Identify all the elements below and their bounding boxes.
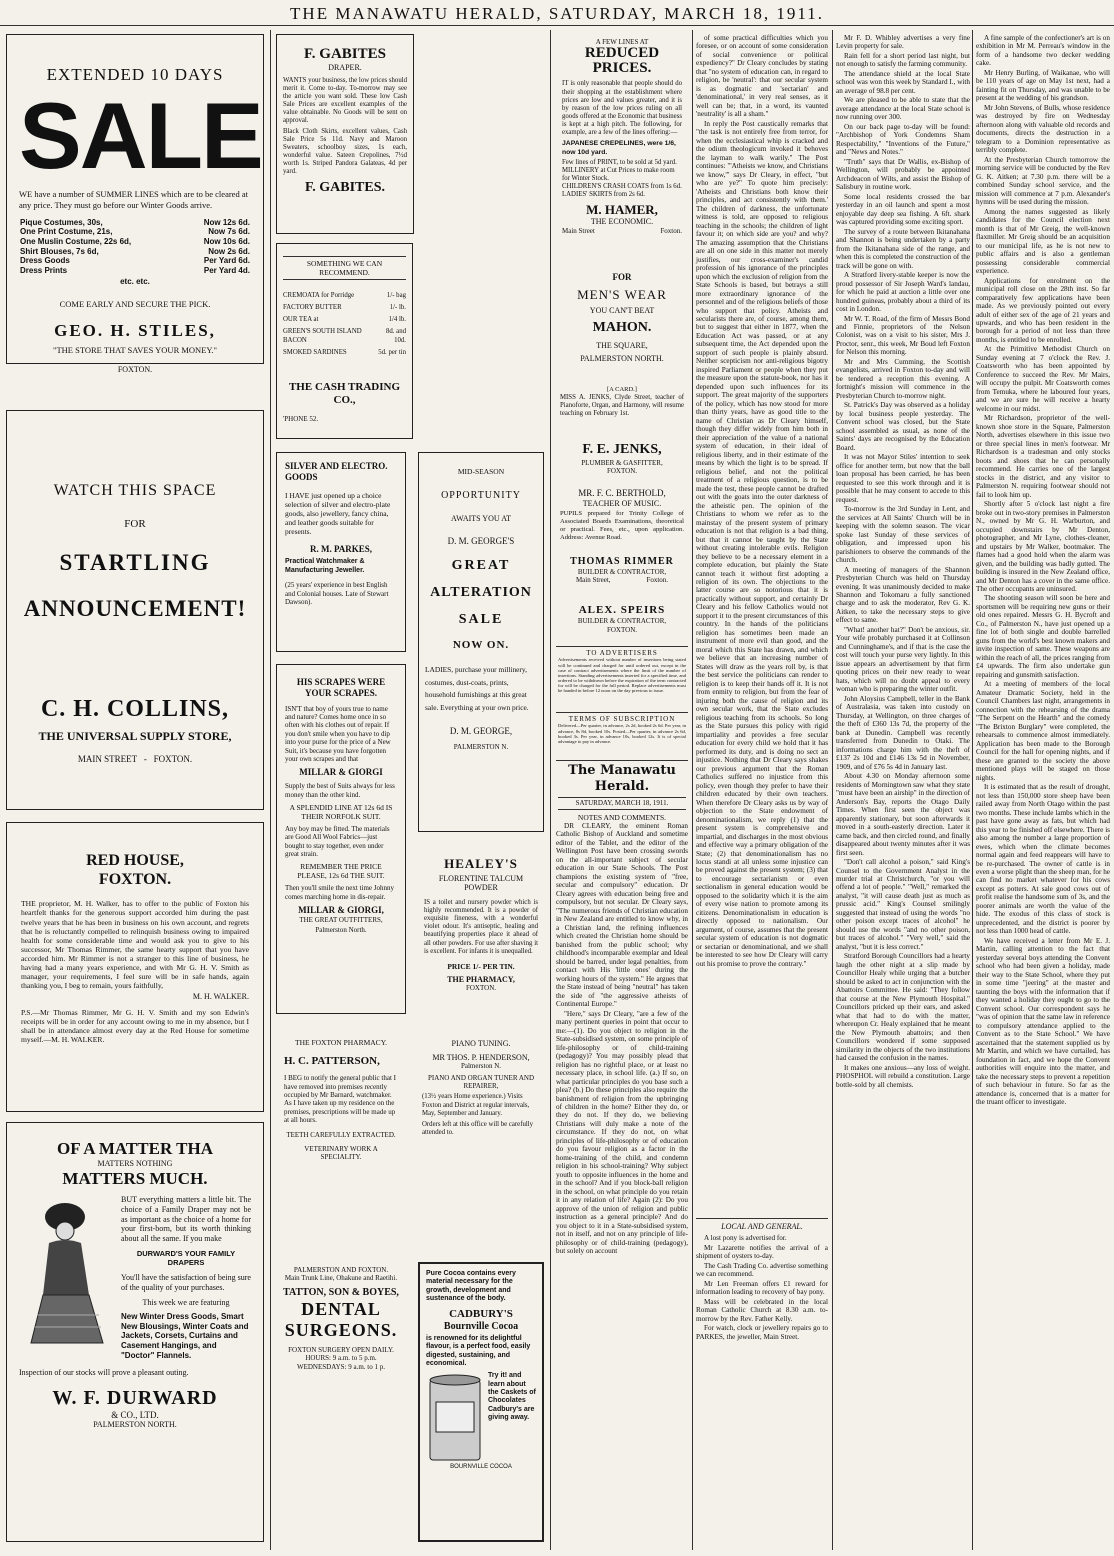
jenks-role: PLUMBER & GASFITTER, [581, 458, 663, 467]
red-house-sign: M. H. WALKER. [192, 992, 249, 1002]
mahon-name: MAHON. [592, 319, 652, 335]
local-para: Mr John Stevens, of Bulls, whose residence was destroyed by fire on Wednesday afternoon along with valuable old records and documents, directs the destruction in a telegram to a Dominion representative as terribly complete. [976, 103, 1110, 155]
durward-week: This week we are featuring [142, 1297, 230, 1307]
reduced-prints: Few lines of PRINT, to be sold at 5d yard. [562, 158, 677, 166]
cash-row [283, 302, 406, 314]
local-para: Shortly after 5 o'clock last night a fire broke out in two-story premises in Palmerston N., owned by Mr G. H. Warburton, and occupied downstairs by Mr Denton, photographer, and Mr Lyne, clothes-cleaner, and upstairs by Mr Walker, bootmaker. The flames had a good hold when the alarm was given, and the building was badly gutted. The building is insured in the New Zealand office, and Mr Denton has a cover in the same office. The other occupants are uninsured. [976, 500, 1110, 593]
george-body: LADIES, purchase your millinery, costumes, dust-coats, prints, household furnishings at this great sale. Everything at your own price. [425, 664, 529, 712]
patterson-vet: VETERINARY WORK A SPECIALITY. [304, 1144, 378, 1162]
patterson-teeth: TEETH CAREFULLY EXTRACTED. [286, 1130, 396, 1139]
speirs-town: FOXTON. [606, 625, 637, 634]
extended-days: EXTENDED 10 DAYS [46, 65, 224, 84]
reduced-skirts: LADIES' SKIRTS from 2s 6d. [562, 191, 645, 199]
durward-body2: You'll have the satisfaction of being sure of the quality of your purchases. [121, 1273, 251, 1292]
millar-supply: Supply the best of Suits always for less money than the other kind. [285, 782, 395, 799]
dental-line: Main Trunk Line, Ohakune and Raetihi. [284, 1274, 398, 1283]
dental-wed: WEDNESDAYS: 9 a.m. to 1 p. [296, 1362, 386, 1371]
price-item: One Print Costume, 21s, [20, 227, 113, 237]
cash-item: FACTORY BUTTER [283, 304, 342, 312]
berthold-body: PUPILS prepared for Trinity College of Associated Boards Examinations, theoretical or practical. Fees, etc., upon application. Address: Avenue Road. [560, 510, 684, 542]
collins-ad: WATCH THIS SPACE FOR STARTLING ANNOUNCEMENT! C. H. COLLINS, THE UNIVERSAL SUPPLY STORE, MAIN STREET - FOXTON. [6, 410, 264, 810]
healey-title: HEALEY'S [444, 856, 518, 871]
collins-store: THE UNIVERSAL SUPPLY STORE, [38, 729, 232, 744]
mahon-for: FOR [612, 272, 632, 282]
durward-body: BUT everything matters a little bit. The choice of a Family Draper may not be as important as the choice of a home for your first-born, but its worth thinking about all the same. If you make [121, 1195, 251, 1243]
paper-notes: NOTES AND COMMENTS. [577, 812, 667, 822]
piano-orders: Orders left at this office will be carefully attended to. [422, 1120, 534, 1136]
durward-illustration [19, 1195, 115, 1345]
local-para: At the Primitive Methodist Church on Sunday evening at 7 o'clock the Rev. J. Coatsworth who has been appointed by Conference to succeed the Rev. Mr Mairs, will occupy the pulpit. Mr Coatsworth comes from Temuka, where he laboured four years, and we are sure he will receive a hearty welcome in our midst. [976, 345, 1110, 413]
reduced-prices-ad [556, 34, 688, 266]
startling: STARTLING [59, 550, 211, 576]
local-para: Stratford Borough Councillors had a hearty laugh the other night at a slip made by Councillor Healy while urging that a butcher should be asked to act in conjunction with the Abattoirs Committee. He said: "They follow that course at the New Plymouth Hospital." Councillors pricked up their ears, and asked what that had to do with the matter, whereupon Cr. Healy explained that he meant the New Plymouth abattoirs; and then Councillors wondered if some supposed similarity in the objects of the two institutions had caused the confusion in the names. [836, 952, 970, 1063]
healey-sub: FLORENTINE TALCUM POWDER [438, 873, 524, 893]
stiles-ad [6, 34, 264, 374]
durward-title: OF A MATTER THA [56, 1139, 213, 1158]
hamer-address: Main Street [562, 226, 595, 235]
gabites-ad [276, 34, 414, 234]
piano-body: (13½ years Home experience.) Visits Foxton and District at regular intervals, May, September and January. [422, 1093, 530, 1117]
local-para: "What! another hat?" Don't be anxious, sir. Your wife probably purchased it at Collinson and Cunninghame's, and if that is the case the cost will touch your purse very lightly. In this issue appears an advertisement by that firm quoting prices on their new ready to wear hats, which will no doubt appeal to every woman who is preparing the winter outfit. [836, 625, 970, 694]
price-value: Per Yard 6d. [203, 256, 250, 266]
george-l1: MID-SEASON [457, 467, 505, 476]
stiles-motto: "THE STORE THAT SAVES YOUR MONEY." [52, 344, 218, 355]
berthold-name: MR. F. C. BERTHOLD, [578, 488, 666, 498]
cash-list [283, 290, 406, 359]
george-l4: D. M. GEORGE'S [447, 535, 515, 546]
durward-featured: New Winter Dress Goods, Smart New Blousings, Winter Coats and Jackets, Corsets, Curtains and Casement Hangings, and "Doctor" Flannels. [121, 1312, 249, 1360]
jenks-card-body: MISS A. JENKS, Clyde Street, teacher of Pianoforte, Organ, and Harmony, will resume teaching on February 1st. [560, 393, 685, 418]
stiles-etc: etc. etc. [120, 277, 150, 287]
jenks-name: F. E. JENKS, [582, 442, 662, 457]
george-l8: NOW ON. [452, 638, 510, 651]
price-item: Shirt Blouses, 7s 6d, [20, 246, 99, 256]
hamer-town: Foxton. [660, 226, 682, 235]
local-para: Some local residents crossed the bar yesterday in an oil launch and spent a most enjoyable day deep sea fishing. A 6ft. shark was captured providing some exciting sport. [836, 192, 970, 227]
millar-remember: REMEMBER THE PRICE PLEASE, 12s 6d THE SUIT. [297, 862, 385, 881]
dental-surgery: FOXTON SURGERY OPEN DAILY. [288, 1345, 394, 1354]
cash-trading-ad [276, 243, 413, 439]
local-para: It was not Mayor Stiles' intention to seek office for another term, but now that the ball loan proposal has been carried, he has been requested to see this work through and it is possible that he may consent to accede to this request. [836, 453, 970, 504]
local-para: John Aloysius Campbell, teller in the Bank of Australasia, was taken into custody on Thursday, at Wellington, on three charges of the theft of £360 13s 7d, the property of the bank at Dunedin. Campbell was recently transferred from Dunedin to Otaki. The informations charge him with the theft of £137 2s 10d and £146 13s 5d in November, 1909, and of £76 5s 4d in January last. [836, 694, 970, 771]
local-column-2 [836, 34, 970, 1546]
local-para: Mr Len Freeman offers £1 reward for information leading to recovery of bay pony. [696, 1279, 828, 1297]
price-value: Now 7s 6d. [208, 227, 250, 237]
millar-body2: Any boy may be fitted. The materials are Good All Wool Fabrics—just bought to stay together, even under great strain. [285, 824, 390, 859]
berthold-role: TEACHER OF MUSIC. [582, 498, 662, 508]
healey-body: IS a toilet and nursery powder which is highly recommended. It is a powder of exquisite fineness, with a wonderful violet odour. It's antiseptic, healing and beautifying properties place it ahead of all other powders. For use after shaving it is excellent. For infants it is unequalled. [424, 898, 538, 955]
local-para: A meeting of managers of the Shannon Presbyterian Church was held on Thursday evening. It was unanimously decided to make Shannon and Tokomaru a fully sanctioned charge and to ask the moderator, Rev G. K. Aitken, to take the necessary steps to give effect to same. [836, 565, 970, 625]
speirs-name: ALEX. SPEIRS [578, 604, 666, 616]
stiles-intro: WE have a number of SUMMER LINES which are to be cleared at any price. They must go before our Winter Goods arrive. [19, 189, 248, 210]
jenks-town: FOXTON. [606, 467, 637, 476]
price-item: Dress Prints [20, 265, 68, 275]
millar-then: Then you'll smile the next time Johnny comes marching home in dis-repair. [285, 884, 394, 901]
editorial-para: of some practical difficulties which you foresee, or on account of some consideration of social convenience or political expediency?" Dr Cleary concludes by stating that "no system of education can, in regard to religion, be 'neutral': that our secular system is as dogmatic and 'sectarian' and 'denominational,' in very real senses, as it well can be; that, in a word, its vaunted 'neutrality' is all a sham." [696, 34, 828, 119]
cash-price: 1/4 lb. [388, 316, 406, 324]
stiles-name: GEO. H. STILES, [54, 321, 216, 341]
advertisers-head: TO ADVERTISERS [586, 649, 658, 657]
price-value: Now 12s 6d. [203, 217, 250, 227]
local-para: At the Presbyterian Church tomorrow the morning service will be conducted by the Rev G. K. Aitken; at 7.30 p.m. there will be a combined Sunday school service, and the mission will commence at 7 p.m. Alexander's hymns will be used during the mission. [976, 155, 1110, 207]
gabites-sign: F. GABITES. [304, 180, 385, 196]
cash-item: SMOKED SARDINES [283, 348, 347, 356]
millar-title: HIS SCRAPES WERE YOUR SCRAPES. [296, 677, 386, 698]
local-para: About 4.30 on Monday afternoon some residents of Morningtown saw what they state "must have been an airship" in the direction of Anderson's Bay, reports the Otago Daily Times. When first seen the object was apparently stationary, but soon afterwards it moved in a south-easterly direction. Later it came back, and then circled round, and finally disappeared about twenty minutes after it was first seen. [836, 772, 970, 857]
terms-body: Delivered—Per quarter, in advance, 2s 2d, booked 2s 6d. Per year, in advance, 8s 8d, booked 10s. Posted—Per quarter, in advance 2s 6d, booked 3s. Per year, in advance 10s, booked 12s. It is of special advantage to pay in advance. [558, 723, 686, 744]
george-name: D. M. GEORGE, [449, 726, 513, 737]
gabites-role: DRAPER. [328, 63, 362, 72]
durward-ad [6, 1122, 264, 1542]
dental-d1: DENTAL [301, 1298, 381, 1319]
local-para: At a meeting of members of the local Amateur Dramatic Society, held in the Council Chambers last night, arrangements in connection with the rehearsing of the drama "The Serpent on the Hearth" and the comedy "The Brixton Burglary" were completed, the rehearsals to commence almost immediately. Application has been made to the Borough Council for the hall for opening nights, and if these are granted to the society the above mentioned plays will be staged on those nights. [976, 680, 1110, 782]
jenks-card-ad [556, 384, 688, 434]
patterson-ad [276, 1024, 406, 1254]
gabites-name: F. GABITES [304, 46, 386, 62]
local-para: A lost pony is advertised for. [704, 1234, 787, 1243]
cash-item: CREMOATA for Porridge [283, 292, 355, 299]
gabites-body2: Black Cloth Skirts, excellent values, Cash Sale Price 5s 11d. Navy and Maroon Sweaters, schoolboy sizes, 1s each, wonderful value. Sateen Crepolines, 7½d worth 1s. Striped Pandora Galateas, 4d per yard. [283, 127, 407, 176]
local-para: St. Patrick's Day was observed as a holiday by local business people yesterday. The Convent school was closed, but the State school assembled as usual, as none of the Saints' days are recognised by the Education Board. [836, 401, 970, 452]
parkes-ad [276, 452, 406, 652]
price-value: Now 2s 6d. [208, 246, 250, 256]
george-ad [418, 452, 544, 832]
cadbury-ad [418, 1262, 544, 1542]
cash-row [283, 347, 406, 359]
cash-row [283, 314, 406, 326]
cadbury-product: Bournville Cocoa [443, 1320, 519, 1332]
local-para: Mass will be celebrated in the local Roman Catholic Church at 8.30 a.m. to-morrow by the Rev. Father Kelly. [696, 1297, 828, 1323]
local-para: Mr Richardson, proprietor of the well-known shoe store in the Square, Palmerston North, advertises elsewhere in this issue two or three special lines in men's footwear. Mr Richardson is a tradesman and only stocks boots and shoes that he can personally recommend. He carries one of the largest stocks in the district, and any visitor to Palmerston N. requiring footwear should not fail to look him up. [976, 414, 1110, 499]
local-para: It is estimated that as the result of drought, not less than 150,000 store sheep have been railed away from North Otago within the past two months. These include lambs which in the past have gone away as fats, but which had this year to be finished off elsewhere. There is also among the number a large proportion of ewes, which when the climate becomes normal again and feed reappears will have to be re-purchased. The owner of cattle is in even a worse plight than the sheep man, for he can find no market whatever for his cows except as potters. At sale good cows out of profit realise the handsome sum of 3s, and the poorer animals are worth the value of the hide. The exodus of this class of stock is unprecedented, and the district is poorer by not less than 1000 head of cattle. [976, 783, 1110, 936]
durward-tag: DURWARD'S YOUR FAMILY DRAPERS [136, 1249, 236, 1268]
local-para: Mr Lazarette notifies the arrival of a shipment of oysters to-day. [696, 1243, 828, 1261]
cash-row [283, 326, 406, 346]
durward-inspection: Inspection of our stocks will prove a pleasant outing. [19, 1368, 189, 1378]
red-house-title: RED HOUSE, FOXTON. [86, 852, 184, 889]
speirs-role: BUILDER & CONTRACTOR, [577, 617, 667, 626]
local-para: Mr and Mrs Cumming, the Scottish evangelists, arrived in Foxton to-day and will be tendered a reception this evening. A fortnight's mission will commence in the Presbyterian Church to-morrow night. [836, 357, 970, 400]
editorial-column-1 [556, 822, 688, 1546]
mahon-mens: MEN'S WEAR [577, 286, 667, 302]
masthead: THE MANAWATU HERALD, SATURDAY, MARCH 18, 1911. [0, 0, 1114, 26]
berthold-ad [556, 486, 688, 550]
cocoa-tin-label: BOURNVILLE COCOA [450, 1464, 512, 1471]
cadbury-intro: Pure Cocoa contains every material necessary for the growth, development and sustenance of the body. [426, 1270, 516, 1303]
george-l7: SALE [458, 611, 504, 627]
price-value: Per Yard 4d. [203, 265, 250, 275]
jenks-ad [556, 440, 688, 482]
price-item: Dress Goods [20, 256, 70, 266]
cash-item: OUR TEA at [283, 316, 319, 324]
reduced-millinery: MILLINERY at Cut Prices to make room for Winter Stock. [562, 166, 675, 183]
advertisers-body: Advertisements received without number of insertions being stated will be continued and charged for until ordered out, except in the case of contract advertisements where the limit of the number of insertions. Standing advertisements inserted for a specified time, and ordered to be withdrawn before the expiration of the term contracted for will be charged for the full period. Replace advertisements must be handed in before 12 noon on the day previous to issue. [558, 657, 686, 694]
price-item: One Muslin Costume, 22s 6d, [20, 236, 132, 246]
mahon-cant: YOU CAN'T BEAT [589, 306, 655, 316]
local-column-1 [696, 1218, 828, 1548]
stiles-price-list [19, 218, 251, 276]
cash-price: 1/- lb. [389, 304, 406, 312]
local-para: The shooting season will soon be here and sportsmen will be requiring new guns or their old ones repaired. Messrs G. H. Bycroft and Co., of Palmerston N., have just opened up a fine lot of both single and double barrelled guns from the world's best known makers and invite inspection of same. These weapons are within the reach of all, the prices ranging from £4 upwards. The firm also undertake gun repairing and gunsmith satisfaction. [976, 594, 1110, 679]
cash-price: 5d. per tin [378, 348, 406, 356]
speirs-ad [556, 602, 688, 642]
dental-d2: SURGEONS. [284, 1320, 398, 1341]
local-para: The survey of a route between Ikitanahana and Shannon is being undertaken by a party from the Ikitanahana side of the range, and when this is completed the construction of the track will be gone on with. [836, 227, 970, 270]
terms-notice [556, 712, 688, 756]
paper-name: The Manawatu Herald. [568, 763, 676, 794]
collins-name: C. H. COLLINS, [40, 695, 230, 722]
local-para: "Truth" says that Dr Wallis, ex-Bishop of Wellington, will probably be appointed Archdeacon of Wilts, and assist the Bishop of Salisbury in routine work. [836, 157, 970, 192]
local-para: A fine sample of the confectioner's art is on exhibition in Mr M. Perreau's window in the form of a handsome two decker wedding cake. [976, 34, 1110, 68]
stiles-cta: COME EARLY AND SECURE THE PICK. [59, 298, 211, 309]
durward-name: W. F. DURWARD [52, 1386, 218, 1409]
cash-phone: 'PHONE 52. [283, 415, 319, 424]
piano-role: PIANO AND ORGAN TUNER AND REPAIRER, [427, 1073, 535, 1090]
durward-title2: MATTERS MUCH. [62, 1168, 208, 1188]
terms-head: TERMS OF SUBSCRIPTION [568, 715, 676, 723]
piano-ad [418, 1035, 544, 1155]
healey-price: PRICE 1/- PER TIN. [447, 961, 515, 971]
piano-head: PIANO TUNING. [451, 1039, 511, 1048]
price-item: Pique Costumes, 30s, [20, 217, 103, 227]
gabites-body: WANTS your business, the low prices should merit it. Come to-day. To-morrow may see the article you want sold. These low Cash Sale Prices are excellent examples of the value obtainable. No Goods will be sent on approval. [283, 76, 407, 125]
mahon-square: THE SQUARE, [596, 340, 648, 350]
reduced-crep: JAPANESE CREPELINES, were 1/6, now 10d yard. [562, 140, 676, 156]
george-l2: OPPORTUNITY [441, 490, 521, 501]
hamer-economic: THE ECONOMIC. [590, 217, 654, 227]
local-para: Mr F. D. Whibley advertises a very fine Levin property for sale. [836, 34, 970, 51]
stiles-town: FOXTON. [117, 364, 153, 374]
local-para: Rain fell for a short period last night, but not enough to satisfy the farming community. [836, 51, 970, 69]
millar-town: Palmerston North. [315, 926, 367, 935]
editorial-para: "Here," says Dr Cleary, "are a few of the many pertinent queries in point that occur to me:—(1). Do you object to religion in the State-subsidised system, on some principle of life-philosophy or of child-training (pedagogy)? You may possibly plead that religion has no rightful place, or at least no necessary place, in school life. (a.) If so, on what particular principles do you base such a plea? (b.) Do these principles also require the banishment of religion from the upbringing of children in the home? Either they do, or they do not. If they do, we believing Christians will duly make a note of the circumstance. If they do not, on what principles of life-philosophy or of education do you favour religion as a factor in the home-training of the child, and condemn religion in his school-training? Why subject youth to opposite influences in the home and in the school? And if you block-ball religion in the school, on what principle do you retain it in any relation of life? Again (2): Do you approve of the union of religion and public instruction as a general principle? And do you object to it in a State-subsidised system, not in itself, and not on any principle of life-philosophy or of child-training (pedagogy), but solely on account [556, 1009, 688, 1256]
local-para: "Don't call alcohol a poison," said King's Counsel to the Government Analyst in the murder trial at Christchurch, "or you will offend a lot of people." "Well," remarked the analyst, "it will cause death just as much as prussic acid." King's Counsel smilingly suggested that instead of using the words "no other poison except traces of alcohol" he should use the words "and no other poison, but traces of alcohol." "Very well," said the analyst, "but it is less correct." [836, 858, 970, 951]
parkes-role: Practical Watchmaker & Manufacturing Jeweller. [285, 558, 365, 574]
millar-outfitters: THE GREAT OUTFITTERS, [299, 916, 383, 925]
dental-towns: PALMERSTON AND FOXTON. [293, 1266, 389, 1274]
local-para: We are pleased to be able to state that the average attendance at the local State school is now running over 300. [836, 96, 970, 122]
local-para: We have received a letter from Mr E. J. Martin, calling attention to the fact that yesterday several boys attending the Convent school who had been given a holiday, made their way to the State School, where they put in some time "jeering" at the master and taunting the boys with the information that if they wanted a holiday they ought to go to the Convent school. Our correspondent says he "was of opinion that the same law in reference to compulsory attendance applied to the Convent as to the State School." We have ascertained that the statement supplied us by Mr Martin, and which we have curtailed, has foundation in fact, and we hope the Convent authorities will enquire into the matter, and take the necessary steps to prevent a repetition of such behaviour in future. So far as the attendance is, concerned that is a matter for the truant officer to investigate. [976, 936, 1110, 1107]
editorial-para: In reply the Post caustically remarks that "the task is not entirely free from terror, for when the ecclesiastical whip is cracked and the odium theologicum invoked it behoves the layman to walk warily." The Post continues: "'Atheists we know, and Christians we know,'" says Dr Cleary, in effect, "but who are ye?" To quote him precisely: 'Atheists and Christians both know their principles, and act consistently with them.' The children of darkness, the unfortunate witness is told, are opposed to religious teaching in the schools; the children of light favour it; on which side are you? and why? The amazing assumption that the Christians are all on one side in this matter not merely justifies, our cross-examiner's candid profession of his ignorance of the principles upon which the exclusion of religion from the State Schools is based, but betrays a still more extraordinary ignorance of the personnel and of the religious beliefs of those who support that policy. Atheists and secularists there are, of course, among them, but to suggest that either in 1877, when the Education Act was passed, or at any subsequent time, the Act depended upon the support of such people is plainly absurd. Neither scepticism nor anti-religious bigotry inspired Parliament or people when they put the measure upon the statute-book, nor has it depended upon such influences for its support. The great majority of the supporters of the policy, which has now stood for more than thirty years, have as good title to the name of Christian as Dr Cleary himself, though they differ widely from him both in their appreciation of the value of a national system of education, in their ideal of religious liberty, and in their estimate of the means by which the light is to be spread. If religious belief, and not the political treatment of a religious question, is to be made the test, these people cannot be drafted out with the goats into the outer darkness of the atheistic pen. The opinion of the Christians to whom we refer as to the mainstay of the present system of primary education is not that religion is a bad thing, but that it cannot be taught by the State without creating intolerable evils. Religion they believe to be a necessary element in a complete education, but plainly the State cannot teach it without first adopting a religion of its own. The objections to the latter course are so notorious that it is practically without support, and certainly Dr Cleary and his fellow Catholics would not support it to the present circumstances of this country. In the hands of the politicians religion has sometimes been made an instrument of more evil than good, and the moral which this State has drawn, and which we believe that an increasing number of States will draw as the years roll by, is that the best service the politicians can render to religion is to keep their hands off it. It is not from enmity to religion, but from the fear of injuring both the cause of religion and its own secular work, that the State excludes religious teaching from its schools. So long as the State pursues this policy with rigid impartiality and provides a free secular education for every child we hold that it has performed its duty, and is doing no sect an injustice. Nothing that Dr Cleary says shakes our previous argument that the Roman Catholics suffered no injustice from this policy, even though they prefer to have their children educated by their own teachers. When therefore Dr Cleary asks us by way of objection to the State endowment of denominationalism, we reply (1) that the present system is comprehensive and impartial, and discharges in the most obvious and effective way a primary obligation of the State; (2) that denominationalism has no locus standi at all unless some injustice can be proved against the present system; (3) that to encourage sectarianism or even sectionalism in general education would be opposed to the solidarity which it is the aim of every wise nation to promote among its citizens. Denominationalism in education is directly opposed to nationalism. Our argument, of course, assumes that the present secular system of education is not dogmatic or sectarian or denominational, and we shall be interested to see how Dr Cleary will carry out his promise to prove the contrary." [696, 119, 828, 968]
mahon-town: PALMERSTON NORTH. [580, 354, 664, 364]
george-l6: ALTERATION [430, 585, 532, 601]
cash-row [283, 290, 406, 302]
millar-name: MILLAR & GIORGI [299, 767, 383, 778]
collins-for: FOR [124, 518, 146, 531]
reduced-title: REDUCED PRICES. [584, 45, 660, 77]
dental-name: TATTON, SON & BOYES, [283, 1286, 399, 1298]
price-row [19, 266, 251, 276]
price-row [19, 218, 251, 228]
local-para: A Stratford livery-stable keeper is now the proud possessor of Sir Joseph Ward's landau, for which he paid at auction a little over one hundred guineas, probably about a third of its cost in London. [836, 271, 970, 314]
local-head: LOCAL AND GENERAL. [696, 1218, 828, 1231]
healey-pharmacy: THE PHARMACY, [447, 974, 515, 984]
price-row [19, 227, 251, 237]
cash-item: GREEN'S SOUTH ISLAND BACON [283, 328, 362, 344]
george-town: PALMERSTON N. [453, 743, 509, 752]
reduced-coats: CHILDREN'S CRASH COATS from 1s 6d. [562, 183, 682, 191]
red-house-ps: P.S.—Mr Thomas Rimmer, Mr G. H. V. Smith and my son Edwin's receipts will be in order for any account owing to me in my absence, but I shall be in attendance almost every day at the Red House for sometime myself.—M. H. WALKER. [21, 1008, 249, 1045]
announcement: ANNOUNCEMENT! [23, 595, 247, 621]
local-para: Among the names suggested as likely candidates for the Council election next month is that of Mr Greig, the well-known flaxmiller. Mr Greig should be an acquisition to our municipal life, as he is not new to public affairs and is also a gentleman possessing considerable commercial experience. [976, 207, 1110, 276]
price-value: Now 10s 6d. [203, 236, 250, 246]
paper-heading [556, 760, 688, 822]
healey-town: FOXTON. [465, 984, 496, 993]
cocoa-tin-image [426, 1372, 484, 1462]
local-para: The Cash Trading Co. advertise something we can recommend. [696, 1261, 828, 1279]
local-para: Applications for enrolment on the municipal roll close on the 28th inst. So far comparatively few applications have been made. As we previously pointed out every adult of either sex of the age of 21 years and upwards, and who has been resident in the borough for a period of not less than three months, is entitled to be enrolled. [976, 276, 1110, 344]
price-row [19, 247, 251, 257]
cadbury-try: Try it! and learn about the Caskets of Chocolates Cadbury's are giving away. [488, 1372, 536, 1422]
george-l5: GREAT [451, 558, 511, 574]
editorial-para: DR CLEARY, the eminent Roman Catholic Bishop of Auckland and sometime editor of the Tablet, and the editor of the Wellington Post have been crossing swords on the all-important subject of secular education in our State Schools. The Post champions the existing system of "free, secular and compulsory" education. Dr Cleary agrees with education being free and compulsory, but not secular. Dr Cleary says, "The numerous friends of Christian education in New Zealand are entitled to know why, in a Christian land, the refining influences which created the Christian home should be banished from the public school; why childhood's incomparable exemplar and Ideal should be barred, under legal penalties, from contact with His 'little ones' during the working hours of the system." He argues that the State instead of being "neutral" has taken the side of "the aggressive atheists of Continental Europe." [556, 822, 688, 1009]
reduced-body: IT is only reasonable that people should do their shopping at the establishment where prices are low and values greater, and it is by reason of the low prices ruling on all goods offered at the Economic that business is kept at a high pitch. The following, for example, are a few of the lines offering:— [562, 80, 682, 137]
millar-line: A SPLENDID LINE AT 12s 6d IS THEIR NORFOLK SUIT. [289, 802, 393, 821]
cadbury-body: is renowned for its delightful flavour, is a perfect food, easily digested, sustaining, and economical. [426, 1334, 531, 1367]
millar-name2: MILLAR & GIORGI, [298, 905, 384, 916]
local-para: The attendance shield at the local State school was won this week by Standard I., with an average of 98.8 per cent. [836, 69, 970, 95]
collins-town: FOXTON. [153, 753, 193, 764]
parkes-name: R. M. PARKES, [309, 543, 373, 554]
price-row [19, 256, 251, 266]
rimmer-ad [556, 554, 688, 598]
patterson-name: H. C. PATTERSON, [284, 1055, 380, 1067]
red-house-body: THE proprietor, M. H. Walker, has to offer to the public of Foxton his heartfelt thanks for the generous support accorded him during the past twelve years that he has been in business on his own account, and regrets that he is reluctantly compelled to relinquish business owing to impaired health for some considerable time and would ask you to give to his successor, Mr Thomas Rimmer, the same hearty support that you have accorded him. Mr Rimmer is not a stranger to this line of business, he having had a many years experience, and with Mr G. H. V. Smith as manager, your requirements, I feel sure will be in safe hands, again thanking you, I beg to remain, yours faithfully, [21, 899, 249, 991]
paper-date: SATURDAY, MARCH 18, 1911. [558, 797, 686, 809]
local-para: Mr W. T. Road, of the firm of Messrs Bond and Finnie, proprietors of the Nelson Colonist, was on a visit to his sister, Mrs J. Proctor, senr., this week, Mr Boud left Foxton for Nelson this morning. [836, 314, 970, 357]
parkes-body: I HAVE just opened up a choice selection of silver and electro-plate goods, also jewellery, fancy china, and leather goods suitable for presents. [285, 490, 391, 536]
price-row [19, 237, 251, 247]
millar-giorgi-ad [276, 664, 406, 1014]
collins-street: MAIN STREET [77, 753, 138, 764]
durward-sub: MATTERS NOTHING [97, 1159, 173, 1169]
sale-heading: SALE [19, 83, 262, 189]
millar-body: ISN'T that boy of yours true to name and nature? Comes home once in so often with his clothes out of repair. If you don't smile when you have to dip into your purse for the price of a New Suit, it's because you have forgotten your own scrapes and that [285, 704, 391, 763]
healey-ad [418, 850, 544, 1025]
red-house-ad [6, 822, 264, 1112]
george-l3: AWAITS YOU AT [451, 514, 511, 523]
watch-this-space: WATCH THIS SPACE [53, 482, 217, 499]
local-para: On our back page to-day will be found: "Archbishop of York Condemns Sham Respectability," "Inventions of the Future," and "News and Notes." [836, 122, 970, 157]
cash-price: 8d. and 10d. [385, 328, 406, 344]
cash-price: 1/- bag [386, 292, 406, 299]
editorial-column-2 [696, 34, 828, 1214]
cash-heading: SOMETHING WE CAN RECOMMEND. [283, 256, 406, 280]
piano-town: Palmerston N. [460, 1062, 502, 1071]
local-para: Mr Henry Burling, of Waikanae, who will be 110 years of age on May 1st next, had a fainting fit on Thursday, and was unable to be present at the wedding of his grandson. [976, 68, 1110, 103]
advertisers-notice [556, 646, 688, 710]
rimmer-street: Main Street, [575, 576, 611, 585]
durward-co: & CO., LTD. [111, 1409, 159, 1420]
jenks-card-head: [A CARD.] [607, 386, 637, 393]
cash-name: THE CASH TRADING CO., [288, 380, 401, 407]
rimmer-town: Foxton. [646, 576, 669, 585]
parkes-exp: (25 years' experience in best English and Colonial houses. Late of Stewart Dawson). [285, 581, 389, 606]
reduced-pre: A FEW LINES AT [595, 38, 649, 46]
local-column-3 [976, 34, 1110, 1546]
dental-ad [276, 1262, 406, 1442]
mahon-ad [556, 268, 688, 376]
hamer-name: M. HAMER, [586, 201, 658, 217]
local-para: To-morrow is the 3rd Sunday in Lent, and the services at All Saints' Church will be in keeping with the solemn season. The vicar spoke last Sunday of these services of obligation, and impressed upon his parishioners to observe the commands of the church. [836, 505, 970, 565]
parkes-title: SILVER AND ELECTRO. GOODS [285, 461, 388, 482]
local-para: It makes one anxious—any loss of weight. PHOSPHOL will rebuild a constitution. Large bottle-sold by all chemists. [836, 1063, 970, 1089]
rimmer-name: THOMAS RIMMER [570, 556, 674, 567]
dental-hours: HOURS: 9 a.m. to 5 p.m. [305, 1354, 377, 1363]
rimmer-role: BUILDER & CONTRACTOR, [577, 568, 667, 576]
local-para: For watch, clock or jewellery repairs go to PARKES, the jeweller, Main Street. [696, 1324, 828, 1341]
durward-town: PALMERSTON NORTH. [93, 1420, 177, 1430]
patterson-head: THE FOXTON PHARMACY. [294, 1038, 388, 1047]
cadbury-name: CADBURY'S [449, 1307, 513, 1320]
piano-name: MR THOS. P. HENDERSON, [432, 1052, 530, 1062]
patterson-body: I BEG to notify the general public that I have removed into premises recently occupied by Mr Barnard, watchmaker. As I have taken up my residence on the premises, prescriptions will be made up at all hours. [284, 1074, 396, 1125]
